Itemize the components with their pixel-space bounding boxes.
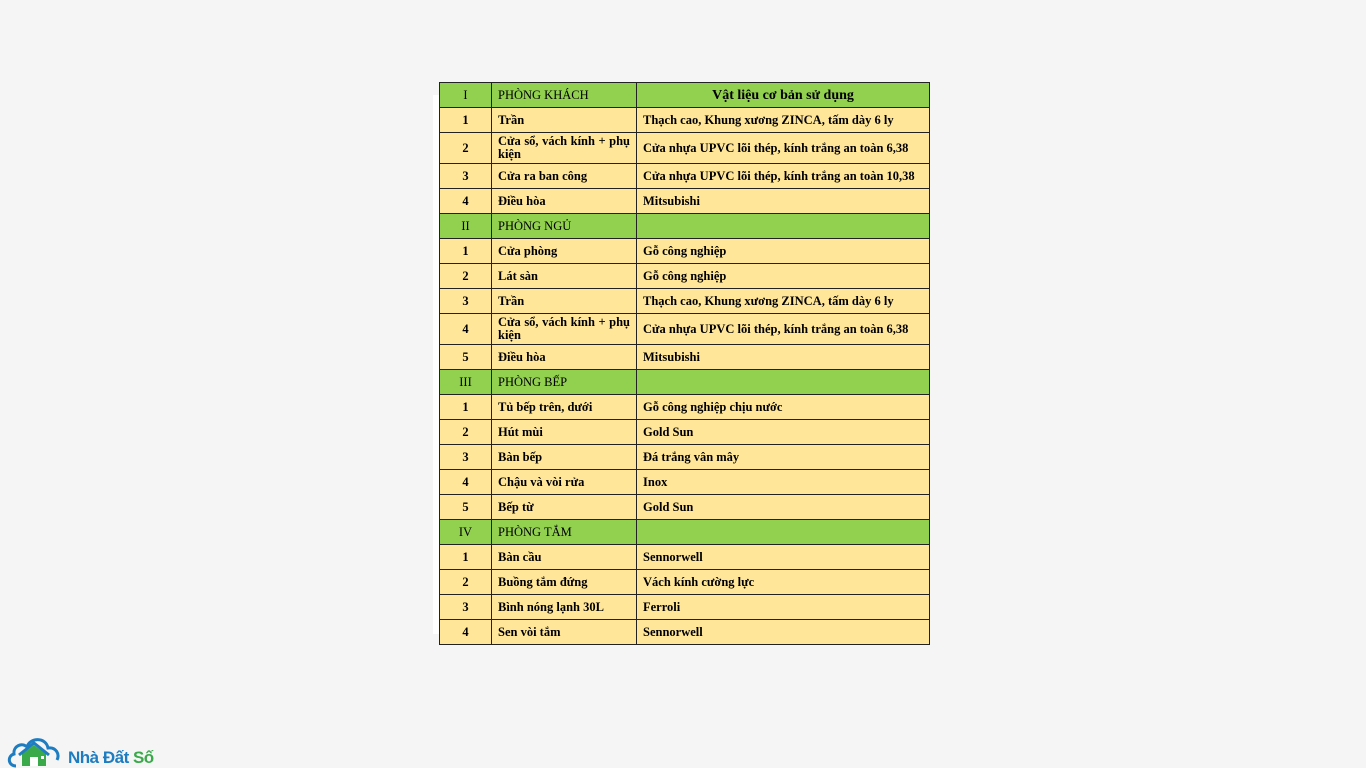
cell-item: Trần [492,289,637,314]
cell-no: 2 [440,570,492,595]
cell-item: Trần [492,108,637,133]
table-row [440,445,930,470]
table-image [433,87,930,639]
cell-item: Bàn cầu [492,545,637,570]
cell-item: Cửa sổ, vách kính + phụ kiện [492,133,637,164]
cell-item: Điều hòa [492,189,637,214]
cell-material: Cửa nhựa UPVC lõi thép, kính trắng an toàn 10,38 [637,164,930,189]
cell-no: 4 [440,470,492,495]
table-row [440,164,930,189]
cell-no: IV [440,520,492,545]
table-row [440,545,930,570]
cell-item: Bếp từ [492,495,637,520]
cell-item: PHÒNG NGỦ [492,214,637,239]
table-row [440,470,930,495]
table-row [440,345,930,370]
logo-text-part1: Nhà Đất [68,748,133,767]
cell-material: Gold Sun [637,420,930,445]
cell-no: 1 [440,395,492,420]
cell-item: Bàn bếp [492,445,637,470]
cell-material: Ferroli [637,595,930,620]
cell-material: Sennorwell [637,545,930,570]
cell-item: Lát sàn [492,264,637,289]
materials-table [439,82,930,645]
cell-item: Buồng tắm đứng [492,570,637,595]
cell-item: Sen vòi tắm [492,620,637,645]
cell-item: Cửa phòng [492,239,637,264]
cell-item: Bình nóng lạnh 30L [492,595,637,620]
cell-no: 5 [440,345,492,370]
cell-material: Thạch cao, Khung xương ZINCA, tấm dày 6 ly [637,108,930,133]
section-row [440,214,930,239]
table-row [440,133,930,164]
table-row [440,570,930,595]
cell-no: 3 [440,595,492,620]
cell-material: Sennorwell [637,620,930,645]
cell-item: Cửa ra ban công [492,164,637,189]
cell-no: 4 [440,189,492,214]
cell-no: 3 [440,289,492,314]
header-no: I [440,83,492,108]
cell-item: PHÒNG TẮM [492,520,637,545]
cell-item: Tủ bếp trên, dưới [492,395,637,420]
table-row [440,264,930,289]
house-cloud-icon [6,732,68,768]
cell-no: II [440,214,492,239]
table-row [440,495,930,520]
cell-item: Điều hòa [492,345,637,370]
cell-material: Đá trắng vân mây [637,445,930,470]
cell-material: Cửa nhựa UPVC lõi thép, kính trắng an toàn 6,38 [637,133,930,164]
table-row [440,595,930,620]
cell-no: 2 [440,420,492,445]
cell-material: Gỗ công nghiệp [637,264,930,289]
cell-no: 1 [440,239,492,264]
cell-no: 4 [440,620,492,645]
cell-material: Cửa nhựa UPVC lõi thép, kính trắng an toàn 6,38 [637,314,930,345]
cell-item: Cửa sổ, vách kính + phụ kiện [492,314,637,345]
cell-material: Gỗ công nghiệp chịu nước [637,395,930,420]
table-row [440,314,930,345]
cell-material: Gold Sun [637,495,930,520]
cell-material: Gỗ công nghiệp [637,239,930,264]
header-material: Vật liệu cơ bản sử dụng [637,83,930,108]
cell-item: Chậu và vòi rửa [492,470,637,495]
cell-material [637,370,930,395]
table-row [440,108,930,133]
cell-material [637,520,930,545]
cell-no: 1 [440,545,492,570]
cell-no: 4 [440,314,492,345]
cell-material: Thạch cao, Khung xương ZINCA, tấm dày 6 ly [637,289,930,314]
cell-item: PHÒNG BẾP [492,370,637,395]
cell-no: 5 [440,495,492,520]
cell-material: Mitsubishi [637,345,930,370]
logo-text-part2: Số [132,748,154,767]
cell-no: 3 [440,445,492,470]
table-row [440,189,930,214]
table-row [440,239,930,264]
cell-no: 1 [440,108,492,133]
table-row [440,289,930,314]
table-row [440,620,930,645]
cell-no: 2 [440,264,492,289]
table-row [440,395,930,420]
table-row [440,420,930,445]
cell-no: III [440,370,492,395]
table-body [440,83,930,645]
section-row [440,370,930,395]
site-logo[interactable] [6,732,156,768]
cell-material: Inox [637,470,930,495]
table-header-row [440,83,930,108]
section-row [440,520,930,545]
cell-item: Hút mùi [492,420,637,445]
header-item: PHÒNG KHÁCH [492,83,637,108]
cell-no: 3 [440,164,492,189]
cell-material [637,214,930,239]
cell-material: Mitsubishi [637,189,930,214]
cell-no: 2 [440,133,492,164]
cell-material: Vách kính cường lực [637,570,930,595]
logo-text [68,748,154,768]
